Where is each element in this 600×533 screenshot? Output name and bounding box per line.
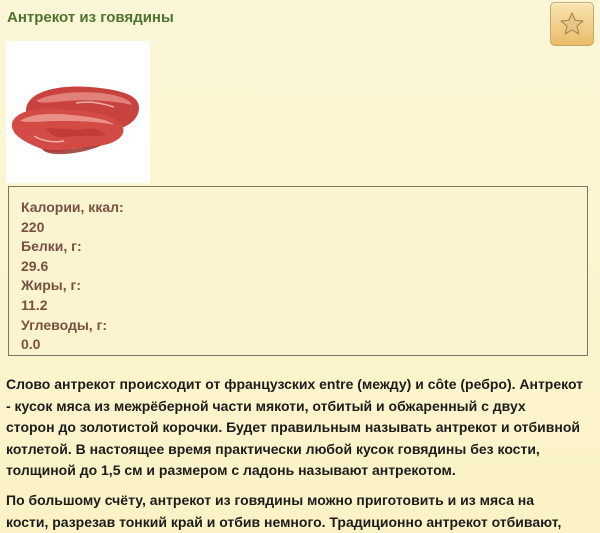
calories-value: 220	[21, 218, 45, 235]
carbs-label: Углеводы, г:	[21, 316, 108, 333]
protein-value: 29.6	[21, 257, 49, 274]
favorite-button[interactable]	[550, 2, 594, 46]
page-title: Антрекот из говядины	[7, 9, 174, 26]
fat-label: Жиры, г:	[21, 277, 82, 294]
text-line: - кусок мяса из межрёберной части мякоти, отбитый и обжаренный с двух	[6, 397, 526, 414]
carbs-value: 0.0	[21, 336, 41, 353]
protein-label: Белки, г:	[21, 238, 82, 255]
text-line: кости, разрезав тонкий край и отбив немного. Традиционно антрекот отбивают,	[6, 513, 562, 530]
text-line: толщиной до 1,5 см и размером с ладонь называют антрекотом.	[6, 462, 456, 478]
fat-value: 11.2	[21, 296, 48, 313]
text-line: котлетой. В настоящее время практически любой кусок говядины без кости,	[6, 440, 540, 457]
text-line: По большому счёту, антрекот из говядины можно приготовить и из мяса на	[6, 492, 535, 508]
text-line: Слово антрекот происходит от французских entre (между) и côte (ребро). Антрекот	[6, 376, 584, 392]
description-paragraph	[6, 490, 594, 533]
dish-photo	[6, 41, 150, 183]
star-icon	[559, 11, 585, 37]
calories-label: Калории, ккал:	[21, 199, 124, 215]
description-paragraph	[6, 374, 594, 482]
nutrition-panel	[8, 186, 588, 356]
text-line: сторон до золотистой корочки. Будет правильным называть антрекот и отбивной	[6, 419, 580, 435]
